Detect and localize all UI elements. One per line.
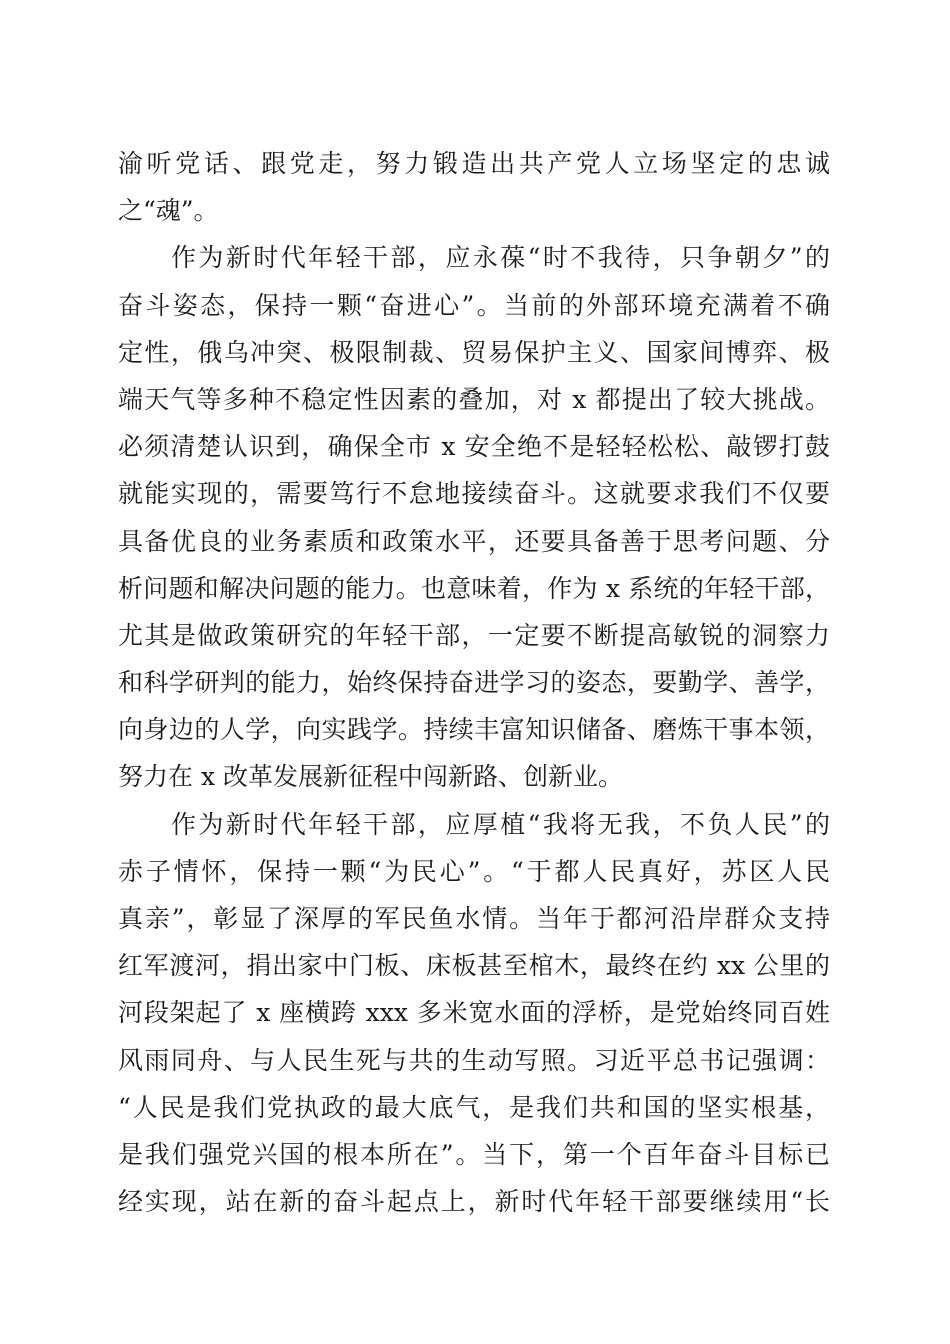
text-line: “人民是我们党执政的最大底气，是我们共和国的坚实根基，: [118, 1092, 830, 1122]
text-line: 具备优良的业务素质和政策水平，还要具备善于思考问题、分: [118, 526, 830, 556]
text-line: 风雨同舟、与人民生死与共的生动写照。习近平总书记强调：: [118, 1045, 830, 1075]
paragraph-first-line: 作为新时代年轻干部，应永葆“时不我待，只争朝夕”的: [171, 243, 830, 273]
text-line: 必须清楚认识到，确保全市 x 安全绝不是轻轻松松、敲锣打鼓: [118, 432, 830, 462]
text-line: 就能实现的，需要笃行不怠地接续奋斗。这就要求我们不仅要: [118, 479, 830, 509]
text-line: 经实现，站在新的奋斗起点上，新时代年轻干部要继续用“长: [118, 1187, 830, 1217]
text-line: 定性，俄乌冲突、极限制裁、贸易保护主义、国家间博弈、极: [118, 337, 830, 367]
text-line: 奋斗姿态，保持一颗“奋进心”。当前的外部环境充满着不确: [118, 290, 830, 320]
text-line: 端天气等多种不稳定性因素的叠加，对 x 都提出了较大挑战。: [118, 384, 830, 414]
text-line: 红军渡河，捐出家中门板、床板甚至棺木，最终在约 xx 公里的: [118, 951, 830, 981]
text-line: 析问题和解决问题的能力。也意味着，作为 x 系统的年轻干部，: [118, 573, 830, 603]
text-line: 真亲”，彰显了深厚的军民鱼水情。当年于都河沿岸群众支持: [118, 904, 830, 933]
text-line: 向身边的人学，向实践学。持续丰富知识储备、磨炼干事本领，: [118, 715, 830, 745]
document-body: [118, 140, 830, 1225]
text-line: 河段架起了 x 座横跨 xxx 多米宽水面的浮桥，是党始终同百姓: [118, 998, 830, 1028]
text-line: 努力在 x 改革发展新征程中闯新路、创新业。: [118, 762, 623, 792]
text-line: 渝听党话、跟党走，努力锻造出共产党人立场坚定的忠诚: [118, 149, 830, 178]
text-line: 之“魂”。: [118, 196, 219, 226]
text-line: 是我们强党兴国的根本所在”。当下，第一个百年奋斗目标已: [118, 1139, 830, 1169]
text-line: 赤子情怀，保持一颗“为民心”。“于都人民真好，苏区人民: [118, 856, 830, 886]
text-line: 尤其是做政策研究的年轻干部，一定要不断提高敏锐的洞察力: [118, 620, 830, 650]
text-line: 和科学研判的能力，始终保持奋进学习的姿态，要勤学、善学，: [118, 668, 830, 698]
paragraph-first-line: 作为新时代年轻干部，应厚植“我将无我，不负人民”的: [171, 809, 830, 839]
